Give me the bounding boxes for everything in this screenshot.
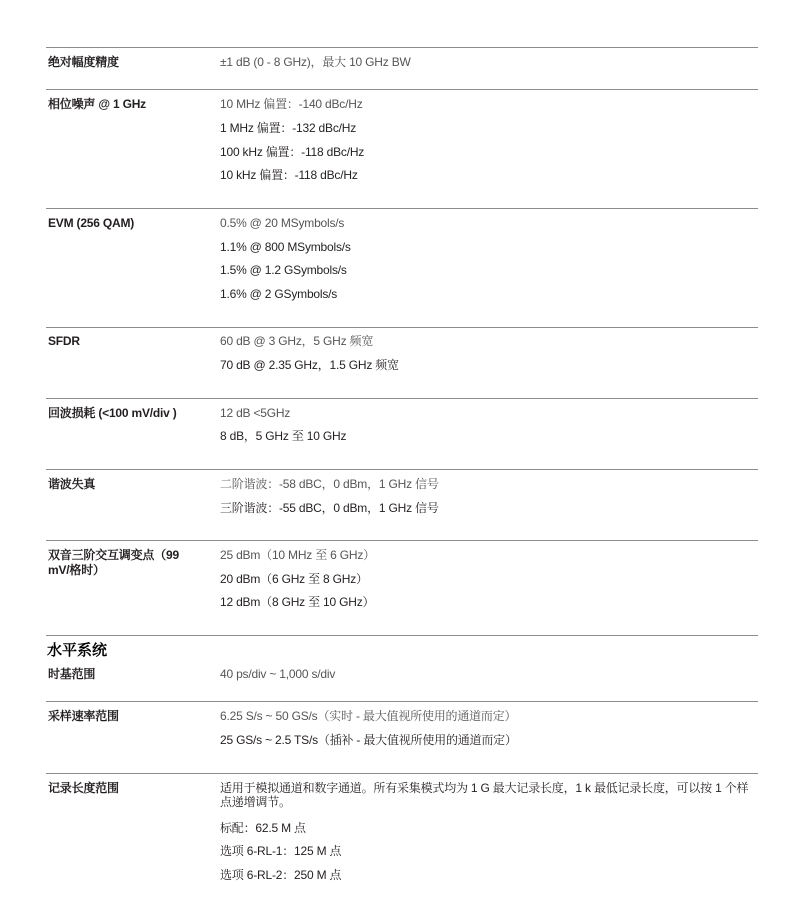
spec-value: 8 dB，5 GHz 至 10 GHz bbox=[220, 429, 347, 443]
spec-value: 60 dB @ 3 GHz，5 GHz 频宽 bbox=[220, 334, 374, 348]
spec-value: 25 GS/s ~ 2.5 TS/s（插补 - 最大值视所使用的通道而定） bbox=[220, 733, 517, 747]
spec-value: 25 dBm（10 MHz 至 6 GHz） bbox=[220, 548, 375, 562]
row-divider bbox=[46, 208, 758, 209]
spec-value: 1.1% @ 800 MSymbols/s bbox=[220, 240, 351, 254]
spec-label-line: mV/格时） bbox=[48, 563, 105, 577]
row-divider bbox=[46, 540, 758, 541]
spec-value: ±1 dB (0 - 8 GHz)，最大 10 GHz BW bbox=[220, 55, 411, 69]
row-divider bbox=[46, 773, 758, 774]
section-title-horizontal: 水平系统 bbox=[47, 642, 108, 659]
spec-value: 10 MHz 偏置：-140 dBc/Hz bbox=[220, 97, 363, 111]
spec-label-return-loss: 回波损耗 (<100 mV/div ) bbox=[48, 406, 177, 420]
spec-label-evm: EVM (256 QAM) bbox=[48, 216, 135, 230]
spec-label-harmonic-distortion: 谐波失真 bbox=[48, 477, 96, 491]
spec-value: 1 MHz 偏置：-132 dBc/Hz bbox=[220, 121, 357, 135]
spec-value: 1.6% @ 2 GSymbols/s bbox=[220, 287, 338, 301]
spec-value: 标配：62.5 M 点 bbox=[220, 821, 306, 835]
spec-value: 100 kHz 偏置：-118 dBc/Hz bbox=[220, 145, 365, 159]
spec-value: 三阶谐波：-55 dBC，0 dBm，1 GHz 信号 bbox=[220, 501, 439, 515]
spec-value: 二阶谐波：-58 dBC，0 dBm，1 GHz 信号 bbox=[220, 477, 439, 491]
spec-label-timebase: 时基范围 bbox=[48, 667, 96, 681]
spec-value: 70 dB @ 2.35 GHz，1.5 GHz 频宽 bbox=[220, 358, 399, 372]
spec-value: 1.5% @ 1.2 GSymbols/s bbox=[220, 263, 347, 277]
spec-value: 选项 6-RL-2：250 M 点 bbox=[220, 868, 342, 882]
section-divider bbox=[46, 635, 758, 636]
spec-label-phase-noise: 相位噪声 @ 1 GHz bbox=[48, 97, 146, 111]
spec-label-line: 双音三阶交互调变点（99 bbox=[48, 548, 179, 562]
spec-value: 6.25 S/s ~ 50 GS/s（实时 - 最大值视所使用的通道而定） bbox=[220, 709, 517, 723]
spec-label-record-length: 记录长度范围 bbox=[48, 781, 119, 795]
spec-value: 12 dBm（8 GHz 至 10 GHz） bbox=[220, 595, 375, 609]
spec-label-sample-rate: 采样速率范围 bbox=[48, 709, 119, 723]
spec-value: 12 dB <5GHz bbox=[220, 406, 291, 420]
spec-value: 40 ps/div ~ 1,000 s/div bbox=[220, 667, 336, 681]
row-divider bbox=[46, 398, 758, 399]
spec-label-absolute-amplitude: 绝对幅度精度 bbox=[48, 55, 119, 69]
row-divider bbox=[46, 701, 758, 702]
spec-value: 0.5% @ 20 MSymbols/s bbox=[220, 216, 345, 230]
spec-value: 20 dBm（6 GHz 至 8 GHz） bbox=[220, 572, 368, 586]
spec-value: 10 kHz 偏置：-118 dBc/Hz bbox=[220, 168, 358, 182]
spec-label-toi bbox=[48, 548, 210, 578]
spec-value-paragraph: 适用于模拟通道和数字通道。所有采集模式均为 1 G 最大记录长度，1 k 最低记录长度，可以按 1 个样点递增调节。 bbox=[220, 781, 749, 809]
spec-value: 选项 6-RL-1：125 M 点 bbox=[220, 844, 342, 858]
row-divider bbox=[46, 89, 758, 90]
row-divider bbox=[46, 327, 758, 328]
spec-label-sfdr: SFDR bbox=[48, 334, 80, 348]
row-divider bbox=[46, 47, 758, 48]
row-divider bbox=[46, 469, 758, 470]
